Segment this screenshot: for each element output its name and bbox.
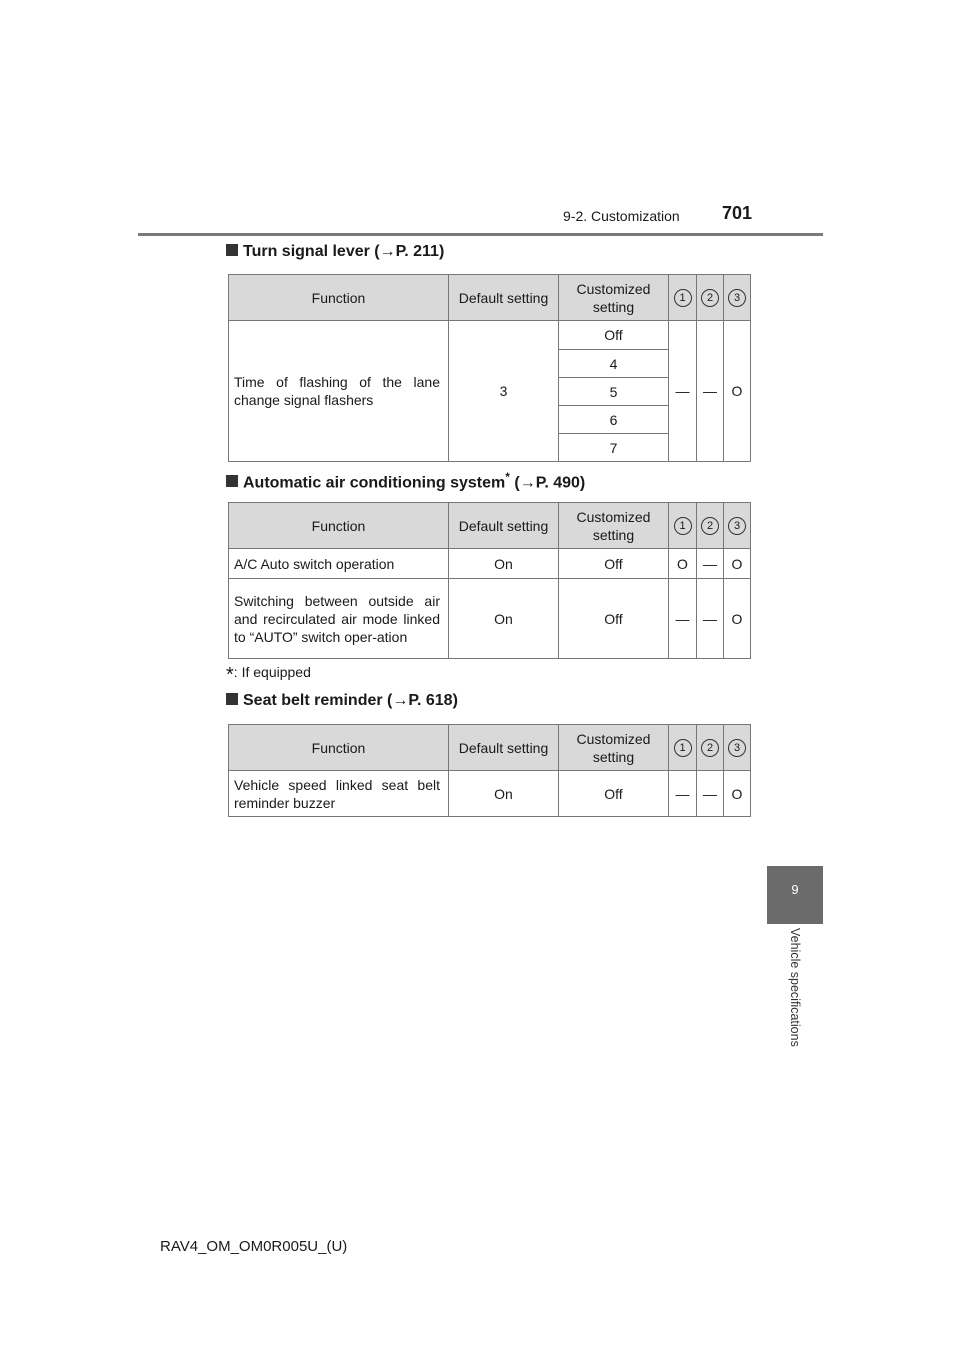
default-cell: On — [449, 771, 559, 817]
footnote — [226, 664, 311, 687]
function-cell: Switching between outside air and recirculated air mode linked to “AUTO” switch oper-ation — [229, 579, 449, 659]
square-bullet-icon — [226, 475, 238, 487]
col-customized: Customized setting — [559, 725, 669, 771]
section-title: 9-2. Customization — [563, 208, 680, 224]
col-customized: Customized setting — [559, 503, 669, 549]
customized-cell: 6 — [559, 406, 669, 434]
turn-signal-heading-text: Turn signal lever (→P. 211) — [243, 243, 445, 260]
aircon-heading-ref: (→P. 490) — [509, 474, 586, 492]
col-default: Default setting — [449, 503, 559, 549]
col-1: 1 — [669, 725, 697, 771]
turn-signal-heading — [226, 243, 444, 261]
seatbelt-heading — [226, 692, 458, 710]
col-3: 3 — [724, 725, 751, 771]
c2-cell: — — [697, 549, 724, 579]
chapter-label-wrap — [767, 928, 823, 1078]
col-customized: Customized setting — [559, 275, 669, 321]
square-bullet-icon — [226, 244, 238, 256]
customized-cell: Off — [559, 771, 669, 817]
col-function: Function — [229, 275, 449, 321]
table-row — [229, 579, 751, 659]
page-header — [0, 0, 960, 240]
function-cell: A/C Auto switch operation — [229, 549, 449, 579]
table-row — [229, 549, 751, 579]
default-cell: On — [449, 579, 559, 659]
customized-cell: 5 — [559, 378, 669, 406]
col-default: Default setting — [449, 275, 559, 321]
table-header-row — [229, 725, 751, 771]
customized-cell: Off — [559, 549, 669, 579]
c2-cell: — — [697, 579, 724, 659]
aircon-table — [228, 502, 751, 659]
c3-cell: O — [724, 771, 751, 817]
table-row — [229, 771, 751, 817]
c1-cell: — — [669, 579, 697, 659]
function-cell: Vehicle speed linked seat belt reminder buzzer — [229, 771, 449, 817]
chapter-label: Vehicle specifications — [788, 928, 802, 1047]
footnote-text: : If equipped — [233, 664, 311, 680]
seatbelt-heading-text: Seat belt reminder (→P. 618) — [243, 692, 458, 709]
default-cell: 3 — [449, 321, 559, 462]
table-row — [229, 321, 751, 350]
c1-cell: — — [669, 771, 697, 817]
c2-cell: — — [697, 771, 724, 817]
asterisk-mark: * — [226, 664, 234, 686]
col-2: 2 — [697, 503, 724, 549]
default-cell: On — [449, 549, 559, 579]
chapter-tab[interactable]: 9 — [767, 866, 823, 924]
square-bullet-icon — [226, 693, 238, 705]
customized-cell: Off — [559, 321, 669, 350]
table-header-row — [229, 503, 751, 549]
col-default: Default setting — [449, 725, 559, 771]
col-function: Function — [229, 725, 449, 771]
table-header-row — [229, 275, 751, 321]
aircon-heading — [226, 470, 585, 492]
seatbelt-table — [228, 724, 751, 817]
c3-cell: O — [724, 321, 751, 462]
turn-signal-table — [228, 274, 751, 462]
customized-cell: Off — [559, 579, 669, 659]
c3-cell: O — [724, 579, 751, 659]
document-id: RAV4_OM_OM0R005U_(U) — [160, 1238, 348, 1255]
customized-cell: 4 — [559, 350, 669, 378]
col-3: 3 — [724, 503, 751, 549]
col-2: 2 — [697, 725, 724, 771]
c1-cell: — — [669, 321, 697, 462]
header-rule — [138, 233, 823, 236]
col-function: Function — [229, 503, 449, 549]
col-1: 1 — [669, 503, 697, 549]
asterisk-mark: * — [505, 470, 510, 484]
customized-cell: 7 — [559, 434, 669, 462]
c1-cell: O — [669, 549, 697, 579]
c3-cell: O — [724, 549, 751, 579]
aircon-heading-text: Automatic air conditioning system — [243, 474, 506, 492]
col-2: 2 — [697, 275, 724, 321]
col-1: 1 — [669, 275, 697, 321]
c2-cell: — — [697, 321, 724, 462]
page-number: 701 — [722, 203, 753, 223]
function-cell: Time of flashing of the lane change signal flashers — [229, 321, 449, 462]
col-3: 3 — [724, 275, 751, 321]
